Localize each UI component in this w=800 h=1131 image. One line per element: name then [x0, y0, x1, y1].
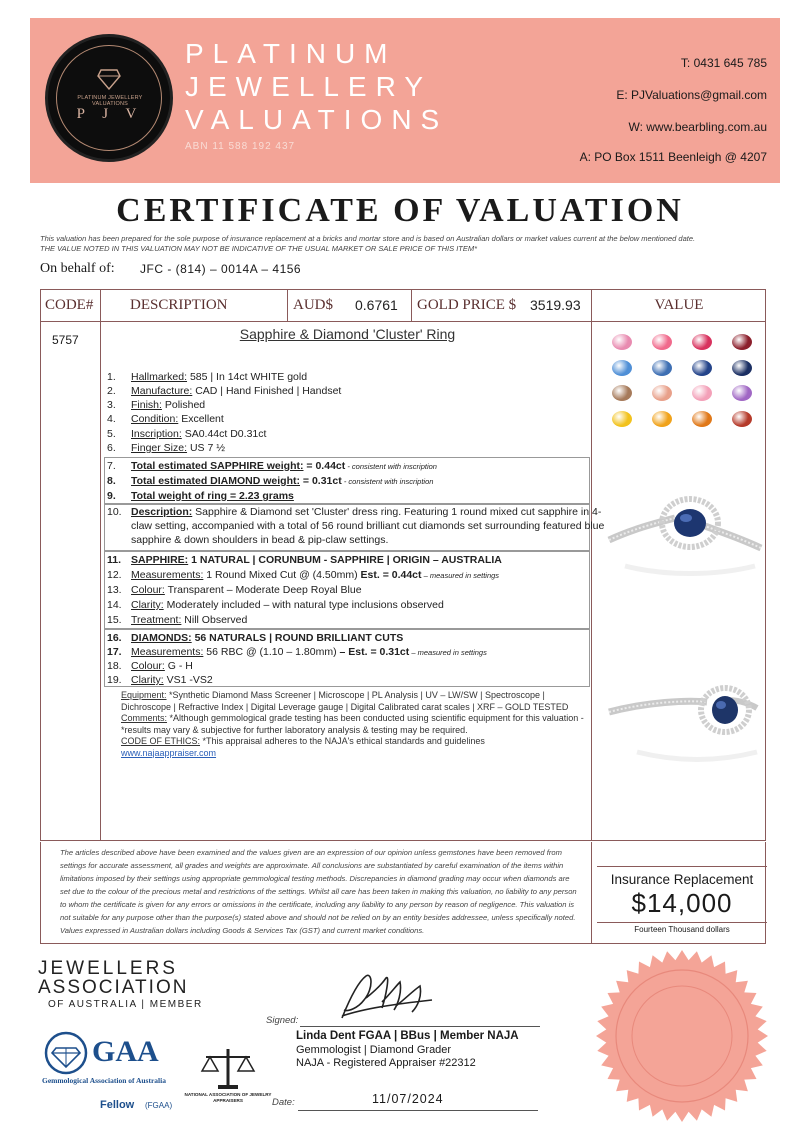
- gemstone-swatch: [612, 385, 632, 401]
- pink-seal: [594, 948, 770, 1124]
- gemstone-swatch: [612, 360, 632, 376]
- logo-initials: P J V: [76, 106, 144, 122]
- ja-logo-line3: OF AUSTRALIA | MEMBER: [48, 999, 203, 1010]
- gemstone-swatch: [732, 334, 752, 350]
- ethics-note: CODE OF ETHICS: *This appraisal adheres to the NAJA's ethical standards and guidelines: [121, 736, 485, 746]
- header-aud-value: 0.6761: [355, 297, 398, 313]
- on-behalf-value: JFC - (814) – 0014A – 4156: [140, 262, 302, 276]
- brand-name-line1: PLATINUM: [185, 38, 397, 69]
- column-divider: [100, 289, 101, 841]
- sapphire-clarity: 14. Clarity: Moderately included – with natural type inclusions observed: [107, 599, 444, 611]
- on-behalf-label: On behalf of:: [40, 261, 115, 276]
- divider-line: [597, 922, 767, 923]
- gaa-diamond-icon: [42, 1031, 90, 1075]
- signer-registration: NAJA - Registered Appraiser #22312: [296, 1057, 476, 1069]
- item-title: Sapphire & Diamond 'Cluster' Ring: [239, 326, 456, 342]
- spec-total-weight: 9. Total weight of ring = 2.23 grams: [107, 490, 294, 502]
- gemstone-swatch: [692, 360, 712, 376]
- column-divider: [287, 289, 288, 321]
- gemstone-swatch: [732, 360, 752, 376]
- spec-manufacture: 2. Manufacture: CAD | Hand Finished | Handset: [107, 385, 342, 397]
- spec-sapphire-weight: 7. Total estimated SAPPHIRE weight: = 0.44ct - consistent with inscription: [107, 460, 437, 472]
- column-divider: [411, 289, 412, 321]
- valuation-disclaimer: [40, 234, 780, 253]
- diamonds-colour: 18. Colour: G - H: [107, 660, 193, 672]
- footer-terms: The articles described above have been examined and the values given are an expression of our opinion unless gemstones have been removed from settings for accurate assessment, all grades and weights are approximate. All conclusions are substantiated by careful examination of the items within limitations imposed by their settings using appropriate gemmological testing methods. Discrepancies in diamond grading may occur when diamonds are set due to the colour of the precious metal and restrictions of the settings. Whilst all care has been taken in making this valuation, no liability to any person to whom the certificate is given for any errors or omissions in the certificate, including any liability to any person by reason of negligence. This valuation is not suitable for any purpose other than the purpose(s) stated above and should not be relied on by an entity besides addressee, unless specifically noted. Values expressed in Australian dollars including Goods & Services Tax (GST) and current market conditions.: [60, 848, 577, 935]
- spec-diamond-weight: 8. Total estimated DIAMOND weight: = 0.31ct - consistent with inscription: [107, 475, 434, 487]
- date-label: Date:: [272, 1097, 295, 1108]
- header-value: VALUE: [654, 297, 704, 313]
- gaa-full-name: Gemmological Association of Australia: [42, 1076, 166, 1085]
- comments-note: Comments: *Although gemmological grade testing has been conducted using scientific equipment for this valuation - *results may vary & subjective for further laboratory analysis & testing may be required.: [121, 713, 584, 735]
- header-gold-value: 3519.93: [530, 297, 581, 313]
- spec-description: 10. Description: Sapphire & Diamond set 'Cluster' dress ring. Featuring 1 round mixed cut sapphire in 4-: [107, 506, 602, 518]
- gemstone-swatch: [652, 385, 672, 401]
- seal-starburst: [596, 950, 768, 1122]
- gemstone-swatch: [692, 334, 712, 350]
- spec-hallmark: 1. Hallmarked: 585 | In 14ct WHITE gold: [107, 371, 308, 383]
- header-aud-label: AUD$: [293, 297, 333, 313]
- ja-logo-line1: JEWELLERS: [38, 958, 178, 979]
- header-code: CODE#: [45, 297, 94, 313]
- signed-label: Signed:: [266, 1015, 299, 1026]
- fellow-label: Fellow: [100, 1099, 135, 1111]
- naja-link[interactable]: www.najaappraiser.com: [121, 747, 217, 758]
- date-value: 11/07/2024: [372, 1092, 444, 1106]
- gaa-logo: GAA: [92, 1035, 159, 1068]
- spec-finish: 3. Finish: Polished: [107, 399, 206, 411]
- naja-logo-text: NATIONAL ASSOCIATION OF JEWELRY APPRAISERS: [184, 1092, 272, 1103]
- diamonds-measurements: 17. Measurements: 56 RBC @ (1.10 – 1.80mm) – Est. = 0.31ct – measured in settings: [107, 646, 487, 658]
- signature-line: [300, 1026, 540, 1027]
- contact-web[interactable]: W: www.bearbling.com.au: [628, 120, 767, 134]
- contact-address: A: PO Box 1511 Beenleigh @ 4207: [579, 150, 767, 164]
- spec-condition: 4. Condition: Excellent: [107, 413, 224, 425]
- signer-name: Linda Dent FGAA | BBus | Member NAJA: [296, 1030, 519, 1042]
- gemstone-swatch: [692, 385, 712, 401]
- insurance-label: Insurance Replacement: [610, 872, 754, 887]
- gemstone-swatch: [652, 334, 672, 350]
- gemstone-swatch: [652, 360, 672, 376]
- sapphire-colour: 13. Colour: Transparent – Moderate Deep Royal Blue: [107, 584, 362, 596]
- description-line3: sapphire & down shoulders in bead & pip-claw settings.: [131, 534, 389, 546]
- disclaimer-line2: THE VALUE NOTED IN THIS VALUATION MAY NOT BE INDICATIVE OF THE USUAL MARKET OR SALE PRICE OF THIS ITEM*: [40, 243, 478, 253]
- description-line2: claw setting, accompanied with a total of 56 round brilliant cut diamonds set surrounding featured blue: [131, 520, 605, 532]
- diamonds-heading: 16. DIAMONDS: 56 NATURALS | ROUND BRILLIANT CUTS: [107, 632, 404, 644]
- date-line: [298, 1110, 538, 1111]
- contact-phone[interactable]: T: 0431 645 785: [680, 56, 767, 70]
- gemstone-swatch: [612, 411, 632, 427]
- header-description: DESCRIPTION: [130, 297, 228, 313]
- disclaimer-line1: This valuation has been prepared for the sole purpose of insurance replacement at a bricks and mortar store and is based on Australian dollars or market values current at the below mentioned date.: [40, 234, 696, 243]
- brand-name-line3: VALUATIONS: [185, 104, 449, 135]
- gemstone-swatch: [692, 411, 712, 427]
- abn-number: ABN 11 588 192 437: [185, 141, 296, 152]
- insurance-value-words: Fourteen Thousand dollars: [634, 925, 730, 934]
- spec-inscription: 5. Inscription: SA0.44ct D0.31ct: [107, 428, 267, 440]
- diamonds-clarity: 19. Clarity: VS1 -VS2: [107, 674, 213, 686]
- gemstone-swatch: [732, 411, 752, 427]
- item-code: 5757: [52, 333, 79, 347]
- signer-role: Gemmologist | Diamond Grader: [296, 1044, 452, 1056]
- certificate-title: CERTIFICATE OF VALUATION: [116, 192, 684, 229]
- scales-icon: [200, 1045, 256, 1091]
- brand-name-line2: JEWELLERY: [185, 71, 432, 102]
- divider-line: [597, 866, 767, 867]
- ring-image-top: [605, 488, 765, 578]
- spec-finger-size: 6. Finger Size: US 7 ½: [107, 442, 225, 454]
- sapphire-treatment: 15. Treatment: Nill Observed: [107, 614, 248, 626]
- gemstone-swatch: [732, 385, 752, 401]
- fellow-abbr: (FGAA): [145, 1101, 173, 1110]
- sapphire-measurements: 12. Measurements: 1 Round Mixed Cut @ (4.50mm) Est. = 0.44ct – measured in settings: [107, 569, 500, 581]
- sapphire-heading: 11. SAPPHIRE: 1 NATURAL | CORUNBUM - SAPPHIRE | ORIGIN – AUSTRALIA: [107, 554, 502, 566]
- header-gold-label: GOLD PRICE $: [417, 297, 517, 313]
- testing-notes: [121, 690, 586, 759]
- signature: [336, 968, 436, 1026]
- column-divider: [591, 289, 592, 841]
- gemstone-swatch: [612, 334, 632, 350]
- equipment-note: Equipment: *Synthetic Diamond Mass Screener | Microscope | PL Analysis | UV – LW/SW | Spectroscope | Dichroscope | Refractive Index | Digital Leverage gauge | Digital Calibrated carat scales | XRF – GOLD TESTED: [121, 690, 569, 712]
- column-divider: [591, 842, 592, 944]
- gemstone-swatch: [652, 411, 672, 427]
- diamond-icon: [97, 68, 121, 90]
- contact-email[interactable]: E: PJValuations@gmail.com: [616, 88, 767, 102]
- logo-caption: PLATINUM JEWELLERY VALUATIONS: [77, 95, 143, 107]
- ring-image-bottom: [607, 672, 767, 767]
- insurance-value: $14,000: [631, 888, 733, 918]
- ja-logo-line2: ASSOCIATION: [38, 977, 189, 998]
